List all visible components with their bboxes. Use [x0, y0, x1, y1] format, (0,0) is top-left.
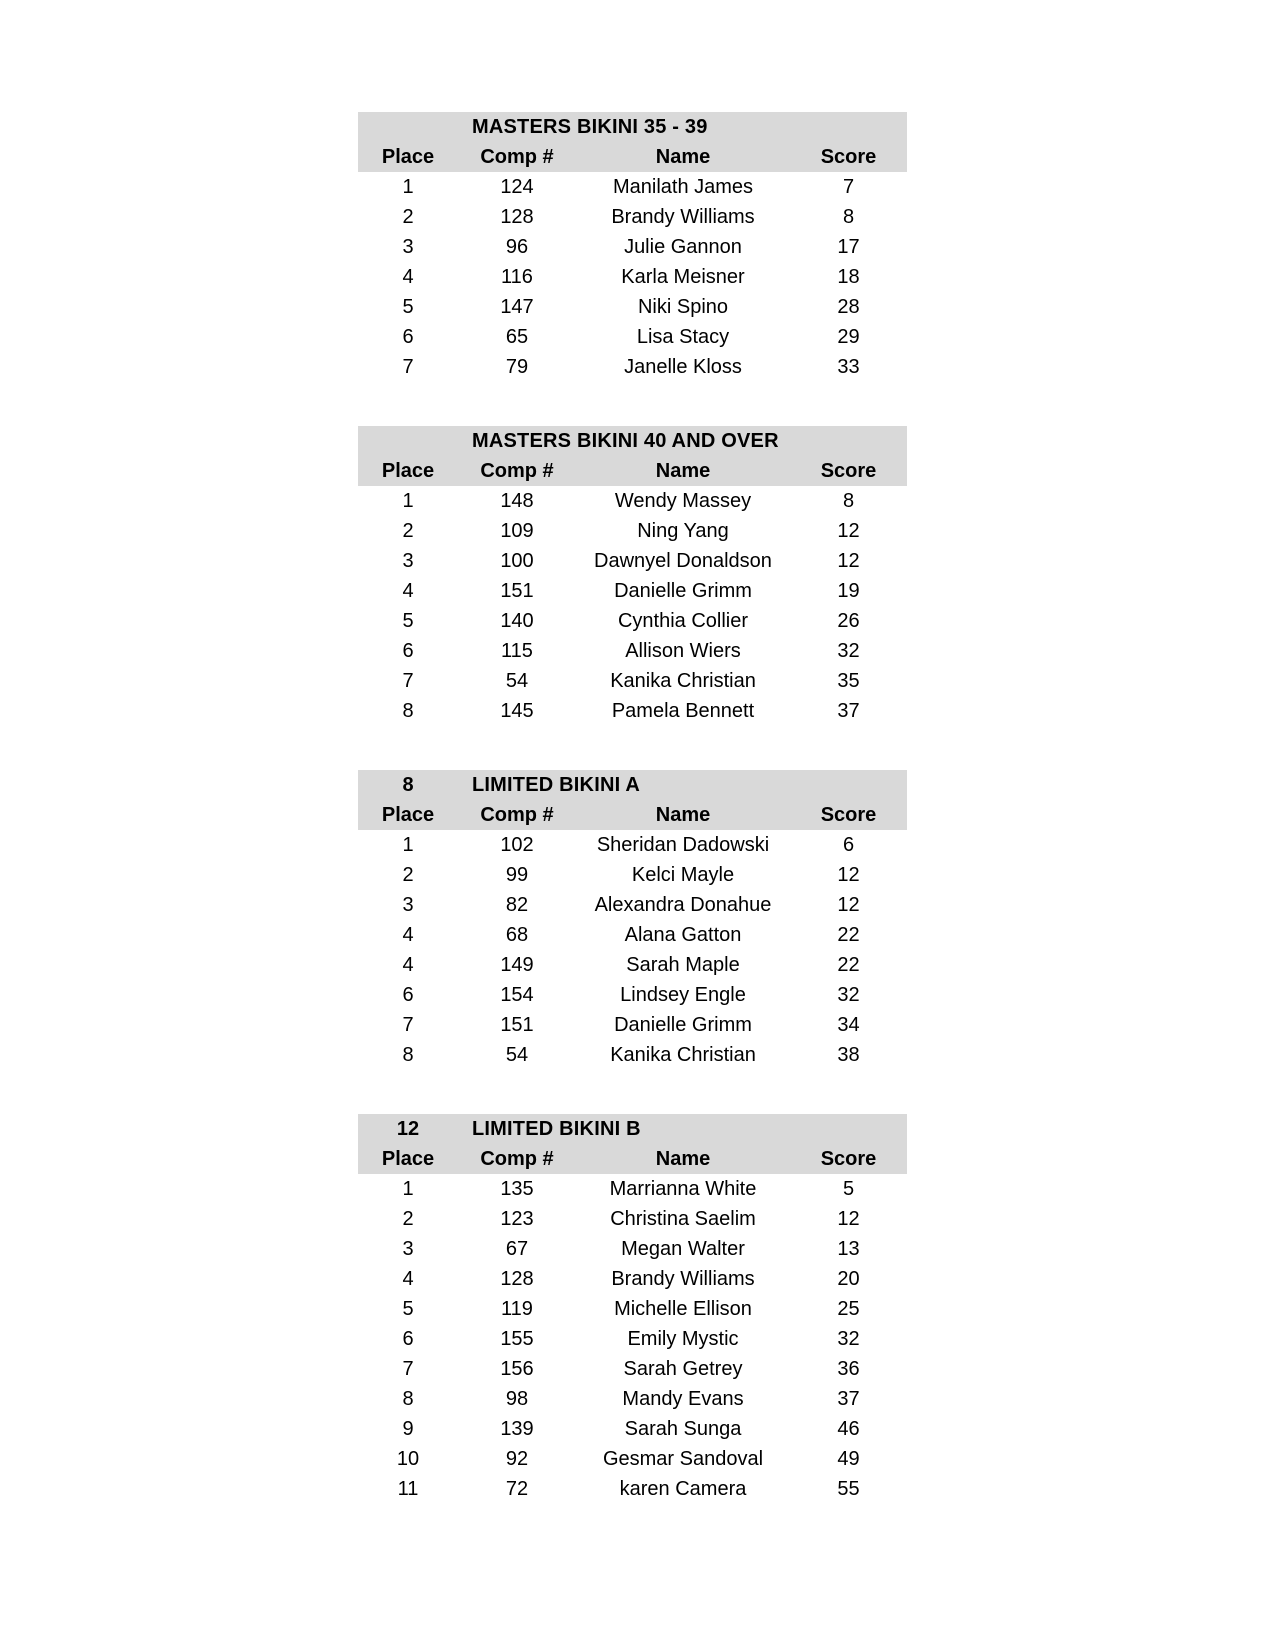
comp-number-cell: 119 [501, 1298, 533, 1320]
comp-number-cell: 145 [500, 700, 534, 722]
score-cell: 26 [837, 610, 860, 632]
column-header-score: Score [820, 1148, 877, 1170]
comp-number-cell: 155 [500, 1328, 534, 1350]
competitor-count [358, 426, 458, 456]
place-cell: 7 [402, 1014, 414, 1036]
competitor-name-cell: Marrianna White [609, 1178, 757, 1200]
competitor-name-cell: Brandy Williams [611, 206, 755, 228]
table-title-row [358, 112, 907, 142]
column-header-place: Place [381, 146, 435, 168]
table-row [358, 950, 907, 980]
table-row [358, 486, 907, 516]
table-row [358, 696, 907, 726]
score-cell: 12 [837, 1208, 860, 1230]
score-cell: 12 [837, 520, 860, 542]
table-row [358, 262, 907, 292]
score-cell: 35 [837, 670, 860, 692]
table-row [358, 1294, 907, 1324]
score-cell: 22 [837, 924, 860, 946]
table-header-band [358, 426, 907, 486]
column-header-place: Place [381, 460, 435, 482]
score-cell: 37 [837, 700, 860, 722]
place-cell: 2 [402, 206, 414, 228]
table-row [358, 1324, 907, 1354]
competitor-name-cell: Niki Spino [637, 296, 729, 318]
score-cell: 32 [837, 640, 860, 662]
comp-number-cell: 116 [501, 266, 533, 288]
comp-number-cell: 139 [500, 1418, 534, 1440]
place-cell: 5 [402, 610, 414, 632]
place-cell: 4 [402, 954, 414, 976]
comp-number-cell: 149 [500, 954, 534, 976]
table-header-band [358, 112, 907, 172]
competitor-name-cell: Danielle Grimm [614, 1014, 752, 1036]
table-row [358, 1010, 907, 1040]
place-cell: 3 [402, 1238, 414, 1260]
table-limited-bikini-b [358, 1114, 907, 1504]
table-masters-bikini-40-and-over [358, 426, 907, 726]
table-row [358, 516, 907, 546]
competitor-name-cell: Megan Walter [621, 1238, 745, 1260]
competitor-name-cell: Gesmar Sandoval [602, 1448, 764, 1470]
score-cell: 8 [842, 206, 855, 228]
table-row [358, 666, 907, 696]
place-cell: 4 [402, 924, 414, 946]
competitor-name-cell: Kelci Mayle [631, 864, 735, 886]
score-cell: 20 [837, 1268, 860, 1290]
table-row [358, 1040, 907, 1070]
column-header-name: Name [655, 460, 711, 482]
results-sheet [358, 112, 907, 1548]
competitor-name-cell: Brandy Williams [611, 1268, 755, 1290]
score-cell: 22 [837, 954, 860, 976]
comp-number-cell: 156 [500, 1358, 534, 1380]
place-cell: 6 [402, 1328, 414, 1350]
competitor-name-cell: Lisa Stacy [636, 326, 730, 348]
table-row [358, 1384, 907, 1414]
comp-number-cell: 147 [500, 296, 534, 318]
comp-number-cell: 128 [500, 206, 534, 228]
column-header-name: Name [655, 146, 711, 168]
column-header-row [358, 142, 907, 172]
score-cell: 34 [837, 1014, 860, 1036]
comp-number-cell: 124 [500, 176, 534, 198]
table-row [358, 890, 907, 920]
score-cell: 5 [842, 1178, 855, 1200]
competitor-name-cell: Dawnyel Donaldson [594, 550, 772, 572]
place-cell: 5 [402, 1298, 414, 1320]
competitor-name-cell: Allison Wiers [625, 640, 741, 662]
table-row [358, 1414, 907, 1444]
place-cell: 3 [402, 236, 414, 258]
table-row [358, 172, 907, 202]
competitor-name-cell: Sarah Sunga [624, 1418, 742, 1440]
table-row [358, 292, 907, 322]
score-cell: 17 [837, 236, 860, 258]
table-title-row [358, 426, 907, 456]
place-cell: 8 [402, 1388, 414, 1410]
comp-number-cell: 102 [500, 834, 534, 856]
comp-number-cell: 54 [505, 1044, 529, 1066]
competitor-name-cell: Manilath James [612, 176, 754, 198]
competitor-name-cell: Christina Saelim [610, 1208, 756, 1230]
place-cell: 4 [402, 266, 414, 288]
place-cell: 6 [402, 326, 414, 348]
score-cell: 49 [837, 1448, 860, 1470]
table-row [358, 830, 907, 860]
score-cell: 18 [837, 266, 860, 288]
competitor-count [358, 112, 458, 142]
comp-number-cell: 135 [500, 1178, 534, 1200]
column-header-row [358, 456, 907, 486]
score-cell: 12 [837, 864, 860, 886]
table-title: LIMITED BIKINI A [472, 774, 641, 796]
competitor-name-cell: Sarah Getrey [623, 1358, 743, 1380]
place-cell: 6 [402, 984, 414, 1006]
column-header-place: Place [381, 804, 435, 826]
score-cell: 32 [837, 984, 860, 1006]
table-title: LIMITED BIKINI B [472, 1118, 641, 1140]
comp-number-cell: 154 [500, 984, 534, 1006]
place-cell: 5 [402, 296, 414, 318]
competitor-name-cell: Mandy Evans [622, 1388, 744, 1410]
column-header-name: Name [655, 1148, 711, 1170]
place-cell: 4 [402, 580, 414, 602]
table-title: MASTERS BIKINI 35 - 39 [472, 116, 708, 138]
comp-number-cell: 82 [505, 894, 529, 916]
score-cell: 38 [837, 1044, 860, 1066]
score-cell: 13 [837, 1238, 860, 1260]
comp-number-cell: 140 [500, 610, 534, 632]
table-body [358, 1174, 907, 1504]
place-cell: 4 [402, 1268, 414, 1290]
comp-number-cell: 68 [505, 924, 529, 946]
place-cell: 2 [402, 1208, 414, 1230]
place-cell: 6 [402, 640, 414, 662]
competitor-name-cell: Danielle Grimm [614, 580, 752, 602]
competitor-name-cell: Wendy Massey [614, 490, 752, 512]
table-row [358, 232, 907, 262]
place-cell: 1 [402, 490, 414, 512]
comp-number-cell: 115 [501, 640, 533, 662]
place-cell: 7 [402, 670, 414, 692]
competitor-name-cell: Michelle Ellison [614, 1298, 752, 1320]
score-cell: 6 [842, 834, 855, 856]
table-row [358, 636, 907, 666]
table-row [358, 1204, 907, 1234]
score-cell: 32 [837, 1328, 860, 1350]
column-header-comp-number: Comp # [480, 804, 554, 826]
place-cell: 2 [402, 864, 414, 886]
score-cell: 29 [837, 326, 860, 348]
table-body [358, 486, 907, 726]
table-row [358, 1474, 907, 1504]
place-cell: 10 [396, 1448, 420, 1470]
table-row [358, 1264, 907, 1294]
table-row [358, 606, 907, 636]
table-row [358, 980, 907, 1010]
column-header-score: Score [820, 460, 877, 482]
column-header-place: Place [381, 1148, 435, 1170]
table-row [358, 860, 907, 890]
competitor-count: 12 [396, 1118, 420, 1140]
score-cell: 33 [837, 356, 860, 378]
table-row [358, 1234, 907, 1264]
competitor-name-cell: Pamela Bennett [611, 700, 755, 722]
place-cell: 1 [402, 1178, 414, 1200]
comp-number-cell: 100 [500, 550, 534, 572]
comp-number-cell: 67 [505, 1238, 529, 1260]
column-header-comp-number: Comp # [480, 460, 554, 482]
comp-number-cell: 151 [500, 1014, 534, 1036]
score-cell: 19 [837, 580, 860, 602]
table-row [358, 576, 907, 606]
column-header-row [358, 1144, 907, 1174]
table-row [358, 322, 907, 352]
competitor-name-cell: karen Camera [619, 1478, 747, 1500]
table-header-band [358, 1114, 907, 1174]
score-cell: 28 [837, 296, 860, 318]
column-header-score: Score [820, 146, 877, 168]
table-title: MASTERS BIKINI 40 AND OVER [472, 430, 779, 452]
place-cell: 2 [402, 520, 414, 542]
column-header-name: Name [655, 804, 711, 826]
score-cell: 55 [837, 1478, 860, 1500]
comp-number-cell: 65 [505, 326, 529, 348]
table-row [358, 1174, 907, 1204]
competitor-name-cell: Karla Meisner [621, 266, 745, 288]
score-cell: 25 [837, 1298, 860, 1320]
comp-number-cell: 151 [500, 580, 534, 602]
competitor-name-cell: Cynthia Collier [617, 610, 749, 632]
comp-number-cell: 79 [505, 356, 529, 378]
column-header-comp-number: Comp # [480, 1148, 554, 1170]
competitor-name-cell: Emily Mystic [627, 1328, 739, 1350]
comp-number-cell: 128 [500, 1268, 534, 1290]
score-cell: 7 [842, 176, 855, 198]
place-cell: 8 [402, 1044, 414, 1066]
comp-number-cell: 72 [505, 1478, 529, 1500]
table-row [358, 1354, 907, 1384]
place-cell: 8 [402, 700, 414, 722]
place-cell: 3 [402, 550, 414, 572]
table-body [358, 830, 907, 1070]
comp-number-cell: 109 [500, 520, 534, 542]
comp-number-cell: 54 [505, 670, 529, 692]
score-cell: 46 [837, 1418, 860, 1440]
score-cell: 8 [842, 490, 855, 512]
competitor-name-cell: Alexandra Donahue [594, 894, 772, 916]
score-cell: 36 [837, 1358, 860, 1380]
competitor-name-cell: Kanika Christian [610, 1044, 756, 1066]
competitor-name-cell: Lindsey Engle [620, 984, 746, 1006]
comp-number-cell: 92 [505, 1448, 529, 1470]
table-masters-bikini-35-39 [358, 112, 907, 382]
comp-number-cell: 123 [500, 1208, 534, 1230]
comp-number-cell: 96 [505, 236, 529, 258]
place-cell: 3 [402, 894, 414, 916]
table-row [358, 920, 907, 950]
competitor-name-cell: Janelle Kloss [624, 356, 742, 378]
score-cell: 12 [837, 894, 860, 916]
comp-number-cell: 98 [505, 1388, 529, 1410]
place-cell: 7 [402, 356, 414, 378]
competitor-name-cell: Ning Yang [637, 520, 729, 542]
comp-number-cell: 99 [505, 864, 529, 886]
column-header-row [358, 800, 907, 830]
table-row [358, 352, 907, 382]
table-row [358, 1444, 907, 1474]
competitor-count: 8 [402, 774, 414, 796]
table-header-band [358, 770, 907, 830]
competitor-name-cell: Julie Gannon [624, 236, 742, 258]
place-cell: 11 [397, 1478, 419, 1500]
place-cell: 9 [402, 1418, 414, 1440]
comp-number-cell: 148 [500, 490, 534, 512]
table-title-row [358, 1114, 907, 1144]
score-cell: 37 [837, 1388, 860, 1410]
competitor-name-cell: Kanika Christian [610, 670, 756, 692]
competitor-name-cell: Alana Gatton [624, 924, 742, 946]
place-cell: 7 [402, 1358, 414, 1380]
table-row [358, 202, 907, 232]
table-body [358, 172, 907, 382]
column-header-comp-number: Comp # [480, 146, 554, 168]
competitor-name-cell: Sheridan Dadowski [596, 834, 770, 856]
table-title-row [358, 770, 907, 800]
table-row [358, 546, 907, 576]
table-limited-bikini-a [358, 770, 907, 1070]
place-cell: 1 [402, 834, 414, 856]
place-cell: 1 [402, 176, 414, 198]
score-cell: 12 [837, 550, 860, 572]
column-header-score: Score [820, 804, 877, 826]
competitor-name-cell: Sarah Maple [626, 954, 740, 976]
